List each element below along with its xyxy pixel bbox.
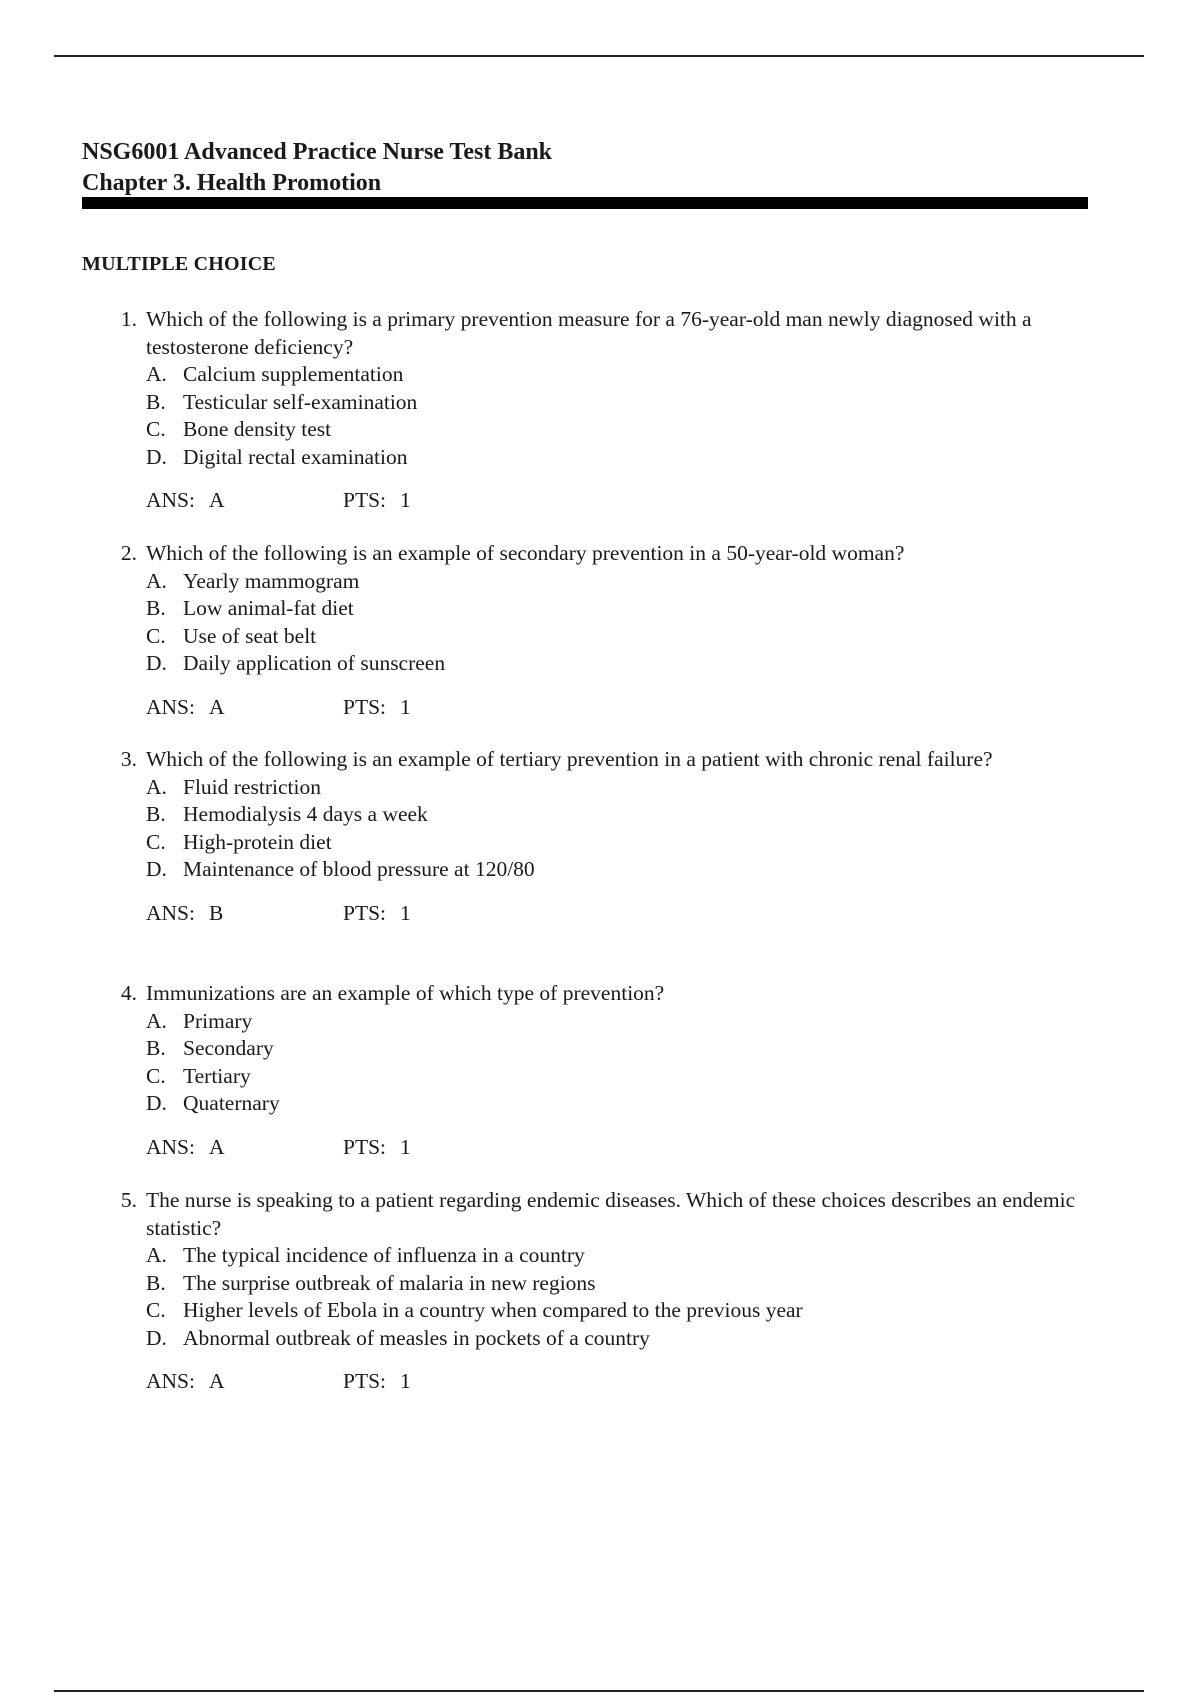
option-text: The surprise outbreak of malaria in new regions — [183, 1270, 596, 1295]
option-d — [82, 856, 1082, 884]
option-letter: A. — [146, 774, 167, 799]
question-number: 5. — [120, 1188, 137, 1212]
option-letter: D. — [146, 1325, 167, 1350]
question-1 — [82, 306, 1082, 515]
answer-label: ANS: — [146, 900, 195, 925]
section-heading: MULTIPLE CHOICE — [82, 253, 276, 275]
answer-value: B — [208, 900, 224, 925]
question-text: Which of the following is an example of tertiary prevention in a patient with chronic renal failure? — [146, 747, 993, 771]
answer-label: ANS: — [146, 488, 195, 512]
option-b — [82, 801, 1082, 829]
option-letter: B. — [146, 802, 166, 826]
points-label: PTS: — [343, 488, 387, 512]
option-letter: B. — [146, 1270, 166, 1295]
answer-value: A — [208, 1369, 225, 1393]
option-letter: C. — [146, 417, 166, 441]
points-value: 1 — [400, 694, 411, 719]
answer-label: ANS: — [146, 694, 195, 719]
option-text: Daily application of sunscreen — [183, 651, 446, 675]
option-b — [82, 1270, 1082, 1298]
answer-row — [82, 1368, 1082, 1396]
title-line-course: NSG6001 Advanced Practice Nurse Test Bank — [82, 139, 553, 165]
option-letter: A. — [146, 1243, 167, 1267]
option-letter: B. — [146, 596, 166, 620]
answer-row — [82, 1134, 1082, 1162]
option-letter: D. — [146, 1091, 167, 1115]
option-text: Yearly mammogram — [183, 568, 360, 593]
option-c — [82, 1297, 1082, 1325]
points-value: 1 — [400, 1369, 411, 1393]
document-title — [82, 137, 552, 199]
option-text: Higher levels of Ebola in a country when compared to the previous year — [183, 1298, 803, 1322]
points-value: 1 — [400, 1134, 411, 1159]
question-4 — [82, 980, 1082, 1161]
option-a — [82, 1008, 1082, 1036]
option-text: Abnormal outbreak of measles in pockets of a country — [183, 1325, 650, 1350]
option-text: Digital rectal examination — [183, 444, 408, 469]
option-letter: C. — [146, 829, 166, 854]
option-text: Bone density test — [183, 417, 332, 441]
option-letter: C. — [146, 623, 166, 648]
question-2 — [82, 540, 1082, 721]
title-line-chapter: Chapter 3. Health Promotion — [82, 170, 382, 196]
points-value: 1 — [400, 900, 411, 925]
option-b — [82, 595, 1082, 623]
top-rule — [54, 55, 1144, 57]
option-text: Secondary — [183, 1036, 274, 1060]
answer-value: A — [208, 1134, 225, 1159]
option-letter: C. — [146, 1063, 166, 1088]
option-c — [82, 623, 1082, 651]
question-3 — [82, 746, 1082, 927]
option-a — [82, 1242, 1082, 1270]
title-divider — [82, 197, 1088, 209]
option-text: High-protein diet — [183, 829, 332, 854]
option-a — [82, 361, 1082, 389]
points-label: PTS: — [343, 900, 387, 925]
question-text: The nurse is speaking to a patient regarding endemic diseases. Which of these choices describes an endemic statistic? — [146, 1188, 1076, 1240]
question-number: 1. — [120, 307, 137, 331]
answer-row — [82, 694, 1082, 722]
option-b — [82, 1035, 1082, 1063]
points-label: PTS: — [343, 694, 387, 719]
option-b — [82, 389, 1082, 417]
answer-row — [82, 487, 1082, 515]
option-letter: B. — [146, 1036, 166, 1060]
option-a — [82, 568, 1082, 596]
option-text: Hemodialysis 4 days a week — [183, 802, 428, 826]
answer-value: A — [208, 488, 225, 512]
option-letter: B. — [146, 389, 166, 414]
option-d — [82, 650, 1082, 678]
option-text: Low animal-fat diet — [183, 596, 354, 620]
points-label: PTS: — [343, 1369, 387, 1393]
option-a — [82, 774, 1082, 802]
option-letter: A. — [146, 1008, 167, 1033]
question-text: Which of the following is an example of secondary prevention in a 50-year-old woman? — [146, 541, 905, 565]
question-5 — [82, 1187, 1082, 1396]
option-text: Maintenance of blood pressure at 120/80 — [183, 857, 535, 881]
option-letter: D. — [146, 444, 167, 469]
option-text: Testicular self-examination — [183, 389, 418, 414]
option-text: Tertiary — [183, 1063, 251, 1088]
option-d — [82, 1325, 1082, 1353]
option-letter: D. — [146, 857, 167, 881]
answer-row — [82, 900, 1082, 928]
question-text: Immunizations are an example of which type of prevention? — [146, 981, 665, 1005]
option-letter: A. — [146, 362, 167, 386]
option-text: The typical incidence of influenza in a country — [183, 1243, 585, 1267]
option-text: Calcium supplementation — [183, 362, 404, 386]
option-text: Use of seat belt — [183, 623, 317, 648]
option-text: Fluid restriction — [183, 774, 321, 799]
option-d — [82, 1090, 1082, 1118]
question-text: Which of the following is a primary prevention measure for a 76-year-old man newly diagnosed with a testosterone deficiency? — [146, 307, 1032, 359]
points-value: 1 — [400, 488, 411, 512]
question-number: 2. — [120, 541, 137, 565]
answer-value: A — [208, 694, 225, 719]
option-letter: A. — [146, 568, 167, 593]
bottom-rule — [54, 1690, 1144, 1692]
option-c — [82, 416, 1082, 444]
option-c — [82, 1063, 1082, 1091]
option-c — [82, 829, 1082, 857]
question-number: 3. — [120, 747, 137, 771]
points-label: PTS: — [343, 1134, 387, 1159]
option-letter: D. — [146, 651, 167, 675]
option-letter: C. — [146, 1298, 166, 1322]
question-number: 4. — [120, 981, 137, 1005]
option-d — [82, 444, 1082, 472]
option-text: Primary — [183, 1008, 253, 1033]
answer-label: ANS: — [146, 1134, 195, 1159]
answer-label: ANS: — [146, 1369, 195, 1393]
option-text: Quaternary — [183, 1091, 280, 1115]
